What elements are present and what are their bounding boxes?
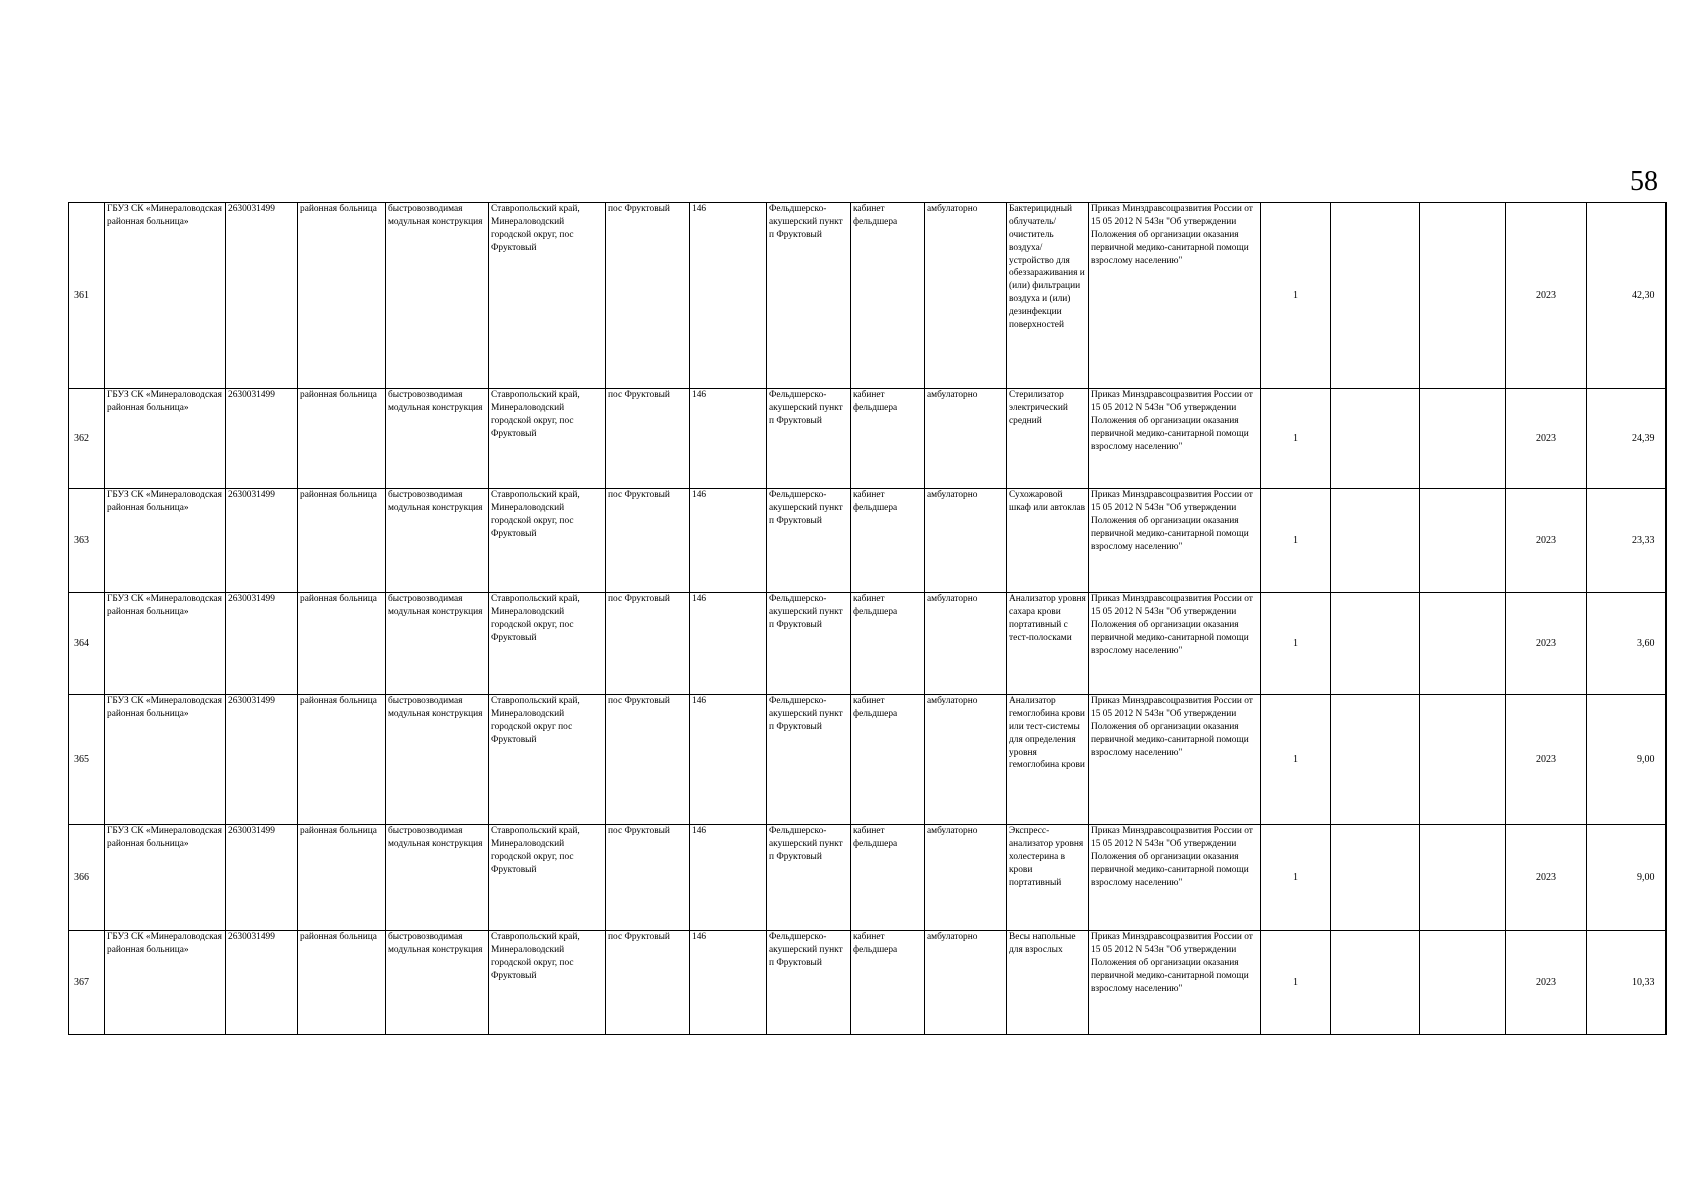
structural-unit: Фельдшерско-акушерский пункт п Фруктовый bbox=[767, 203, 851, 389]
year: 2023 bbox=[1506, 825, 1587, 931]
empty-cell bbox=[1420, 389, 1506, 489]
organization-type: районная больница bbox=[298, 931, 386, 1035]
organization-name: ГБУЗ СК «Минераловодская районная больница» bbox=[105, 489, 226, 593]
locality-code: 146 bbox=[690, 489, 767, 593]
regulatory-order: Приказ Минздравсоцразвития России от 15 05 2012 N 543н "Об утверждении Положения об организации оказания первичной медико-санитарной помощи взрослому населению" bbox=[1089, 931, 1261, 1035]
empty-cell bbox=[1331, 489, 1420, 593]
room: кабинет фельдшера bbox=[851, 389, 925, 489]
organization-type: районная больница bbox=[298, 695, 386, 825]
table-row bbox=[69, 389, 1666, 489]
quantity: 1 bbox=[1261, 489, 1331, 593]
address: Ставропольский край, Минераловодский городской округ, пос Фруктовый bbox=[489, 489, 606, 593]
row-number: 364 bbox=[69, 593, 105, 695]
empty-cell bbox=[1331, 389, 1420, 489]
room: кабинет фельдшера bbox=[851, 593, 925, 695]
quantity: 1 bbox=[1261, 931, 1331, 1035]
organization-name: ГБУЗ СК «Минераловодская районная больница» bbox=[105, 931, 226, 1035]
building-type: быстровозводимая модульная конструкция bbox=[386, 931, 489, 1035]
row-number: 366 bbox=[69, 825, 105, 931]
address: Ставропольский край, Минераловодский городской округ пос Фруктовый bbox=[489, 695, 606, 825]
empty-cell bbox=[1331, 825, 1420, 931]
equipment-registry-table bbox=[68, 202, 1667, 1035]
locality-code: 146 bbox=[690, 593, 767, 695]
locality-code: 146 bbox=[690, 695, 767, 825]
inn-code: 2630031499 bbox=[226, 389, 298, 489]
equipment-name: Стерилизатор электрический средний bbox=[1007, 389, 1089, 489]
empty-cell bbox=[1420, 593, 1506, 695]
inn-code: 2630031499 bbox=[226, 825, 298, 931]
locality-code: 146 bbox=[690, 931, 767, 1035]
organization-type: районная больница bbox=[298, 389, 386, 489]
room: кабинет фельдшера bbox=[851, 489, 925, 593]
structural-unit: Фельдшерско-акушерский пункт п Фруктовый bbox=[767, 389, 851, 489]
organization-name: ГБУЗ СК «Минераловодская районная больница» bbox=[105, 825, 226, 931]
room: кабинет фельдшера bbox=[851, 695, 925, 825]
structural-unit: Фельдшерско-акушерский пункт п Фруктовый bbox=[767, 695, 851, 825]
quantity: 1 bbox=[1261, 203, 1331, 389]
regulatory-order: Приказ Минздравсоцразвития России от 15 05 2012 N 543н "Об утверждении Положения об организации оказания первичной медико-санитарной помощи взрослому населению" bbox=[1089, 593, 1261, 695]
equipment-name: Бактерицидный облучатель/очиститель воздуха/устройство для обеззараживания и (или) фильтрации воздуха и (или) дезинфекции поверхностей bbox=[1007, 203, 1089, 389]
inn-code: 2630031499 bbox=[226, 931, 298, 1035]
table-row bbox=[69, 203, 1666, 389]
care-form: амбулаторно bbox=[925, 931, 1007, 1035]
year: 2023 bbox=[1506, 203, 1587, 389]
building-type: быстровозводимая модульная конструкция bbox=[386, 389, 489, 489]
locality: пос Фруктовый bbox=[606, 593, 690, 695]
amount: 24,39 bbox=[1587, 389, 1666, 489]
empty-cell bbox=[1420, 203, 1506, 389]
amount: 42,30 bbox=[1587, 203, 1666, 389]
locality: пос Фруктовый bbox=[606, 931, 690, 1035]
structural-unit: Фельдшерско-акушерский пункт п Фруктовый bbox=[767, 489, 851, 593]
year: 2023 bbox=[1506, 695, 1587, 825]
structural-unit: Фельдшерско-акушерский пункт п Фруктовый bbox=[767, 825, 851, 931]
room: кабинет фельдшера bbox=[851, 203, 925, 389]
locality: пос Фруктовый bbox=[606, 489, 690, 593]
care-form: амбулаторно bbox=[925, 593, 1007, 695]
locality-code: 146 bbox=[690, 203, 767, 389]
room: кабинет фельдшера bbox=[851, 825, 925, 931]
organization-name: ГБУЗ СК «Минераловодская районная больница» bbox=[105, 389, 226, 489]
locality: пос Фруктовый bbox=[606, 695, 690, 825]
table-row bbox=[69, 825, 1666, 931]
empty-cell bbox=[1331, 931, 1420, 1035]
regulatory-order: Приказ Минздравсоцразвития России от 15 05 2012 N 543н "Об утверждении Положения об организации оказания первичной медико-санитарной помощи взрослому населению" bbox=[1089, 489, 1261, 593]
care-form: амбулаторно bbox=[925, 695, 1007, 825]
row-number: 365 bbox=[69, 695, 105, 825]
table-row bbox=[69, 593, 1666, 695]
organization-type: районная больница bbox=[298, 825, 386, 931]
empty-cell bbox=[1331, 695, 1420, 825]
year: 2023 bbox=[1506, 593, 1587, 695]
inn-code: 2630031499 bbox=[226, 203, 298, 389]
year: 2023 bbox=[1506, 389, 1587, 489]
table-row bbox=[69, 489, 1666, 593]
locality-code: 146 bbox=[690, 389, 767, 489]
regulatory-order: Приказ Минздравсоцразвития России от 15 05 2012 N 543н "Об утверждении Положения об организации оказания первичной медико-санитарной помощи взрослому населению" bbox=[1089, 695, 1261, 825]
locality-code: 146 bbox=[690, 825, 767, 931]
address: Ставропольский край, Минераловодский городской округ, пос Фруктовый bbox=[489, 389, 606, 489]
inn-code: 2630031499 bbox=[226, 695, 298, 825]
inn-code: 2630031499 bbox=[226, 593, 298, 695]
equipment-name: Весы напольные для взрослых bbox=[1007, 931, 1089, 1035]
row-number: 361 bbox=[69, 203, 105, 389]
address: Ставропольский край, Минераловодский городской округ, пос Фруктовый bbox=[489, 825, 606, 931]
regulatory-order: Приказ Минздравсоцразвития России от 15 05 2012 N 543н "Об утверждении Положения об организации оказания первичной медико-санитарной помощи взрослому населению" bbox=[1089, 203, 1261, 389]
year: 2023 bbox=[1506, 931, 1587, 1035]
building-type: быстровозводимая модульная конструкция bbox=[386, 489, 489, 593]
row-number: 367 bbox=[69, 931, 105, 1035]
quantity: 1 bbox=[1261, 593, 1331, 695]
room: кабинет фельдшера bbox=[851, 931, 925, 1035]
equipment-name: Анализатор гемоглобина крови или тест-системы для определения уровня гемоглобина крови bbox=[1007, 695, 1089, 825]
equipment-name: Экспресс-анализатор уровня холестерина в крови портативный bbox=[1007, 825, 1089, 931]
care-form: амбулаторно bbox=[925, 389, 1007, 489]
address: Ставропольский край, Минераловодский городской округ, пос Фруктовый bbox=[489, 931, 606, 1035]
structural-unit: Фельдшерско-акушерский пункт п Фруктовый bbox=[767, 593, 851, 695]
table-row bbox=[69, 695, 1666, 825]
page-number: 58 bbox=[1630, 166, 1658, 197]
regulatory-order: Приказ Минздравсоцразвития России от 15 05 2012 N 543н "Об утверждении Положения об организации оказания первичной медико-санитарной помощи взрослому населению" bbox=[1089, 825, 1261, 931]
care-form: амбулаторно bbox=[925, 489, 1007, 593]
empty-cell bbox=[1331, 593, 1420, 695]
row-number: 362 bbox=[69, 389, 105, 489]
locality: пос Фруктовый bbox=[606, 203, 690, 389]
row-number: 363 bbox=[69, 489, 105, 593]
empty-cell bbox=[1420, 489, 1506, 593]
amount: 9,00 bbox=[1587, 695, 1666, 825]
empty-cell bbox=[1420, 825, 1506, 931]
organization-type: районная больница bbox=[298, 203, 386, 389]
amount: 23,33 bbox=[1587, 489, 1666, 593]
locality: пос Фруктовый bbox=[606, 389, 690, 489]
amount: 9,00 bbox=[1587, 825, 1666, 931]
empty-cell bbox=[1331, 203, 1420, 389]
address: Ставропольский край, Минераловодский городской округ, пос Фруктовый bbox=[489, 203, 606, 389]
structural-unit: Фельдшерско-акушерский пункт п Фруктовый bbox=[767, 931, 851, 1035]
organization-name: ГБУЗ СК «Минераловодская районная больница» bbox=[105, 203, 226, 389]
amount: 3,60 bbox=[1587, 593, 1666, 695]
amount: 10,33 bbox=[1587, 931, 1666, 1035]
table-row bbox=[69, 931, 1666, 1035]
empty-cell bbox=[1420, 931, 1506, 1035]
quantity: 1 bbox=[1261, 389, 1331, 489]
address: Ставропольский край, Минераловодский городской округ, пос Фруктовый bbox=[489, 593, 606, 695]
building-type: быстровозводимая модульная конструкция bbox=[386, 695, 489, 825]
quantity: 1 bbox=[1261, 825, 1331, 931]
building-type: быстровозводимая модульная конструкция bbox=[386, 825, 489, 931]
care-form: амбулаторно bbox=[925, 203, 1007, 389]
equipment-name: Сухожаровой шкаф или автоклав bbox=[1007, 489, 1089, 593]
organization-type: районная больница bbox=[298, 593, 386, 695]
inn-code: 2630031499 bbox=[226, 489, 298, 593]
organization-name: ГБУЗ СК «Минераловодская районная больница» bbox=[105, 593, 226, 695]
building-type: быстровозводимая модульная конструкция bbox=[386, 593, 489, 695]
locality: пос Фруктовый bbox=[606, 825, 690, 931]
organization-type: районная больница bbox=[298, 489, 386, 593]
care-form: амбулаторно bbox=[925, 825, 1007, 931]
empty-cell bbox=[1420, 695, 1506, 825]
regulatory-order: Приказ Минздравсоцразвития России от 15 05 2012 N 543н "Об утверждении Положения об организации оказания первичной медико-санитарной помощи взрослому населению" bbox=[1089, 389, 1261, 489]
equipment-name: Анализатор уровня сахара крови портативный с тест-полосками bbox=[1007, 593, 1089, 695]
organization-name: ГБУЗ СК «Минераловодская районная больница» bbox=[105, 695, 226, 825]
quantity: 1 bbox=[1261, 695, 1331, 825]
year: 2023 bbox=[1506, 489, 1587, 593]
building-type: быстровозводимая модульная конструкция bbox=[386, 203, 489, 389]
